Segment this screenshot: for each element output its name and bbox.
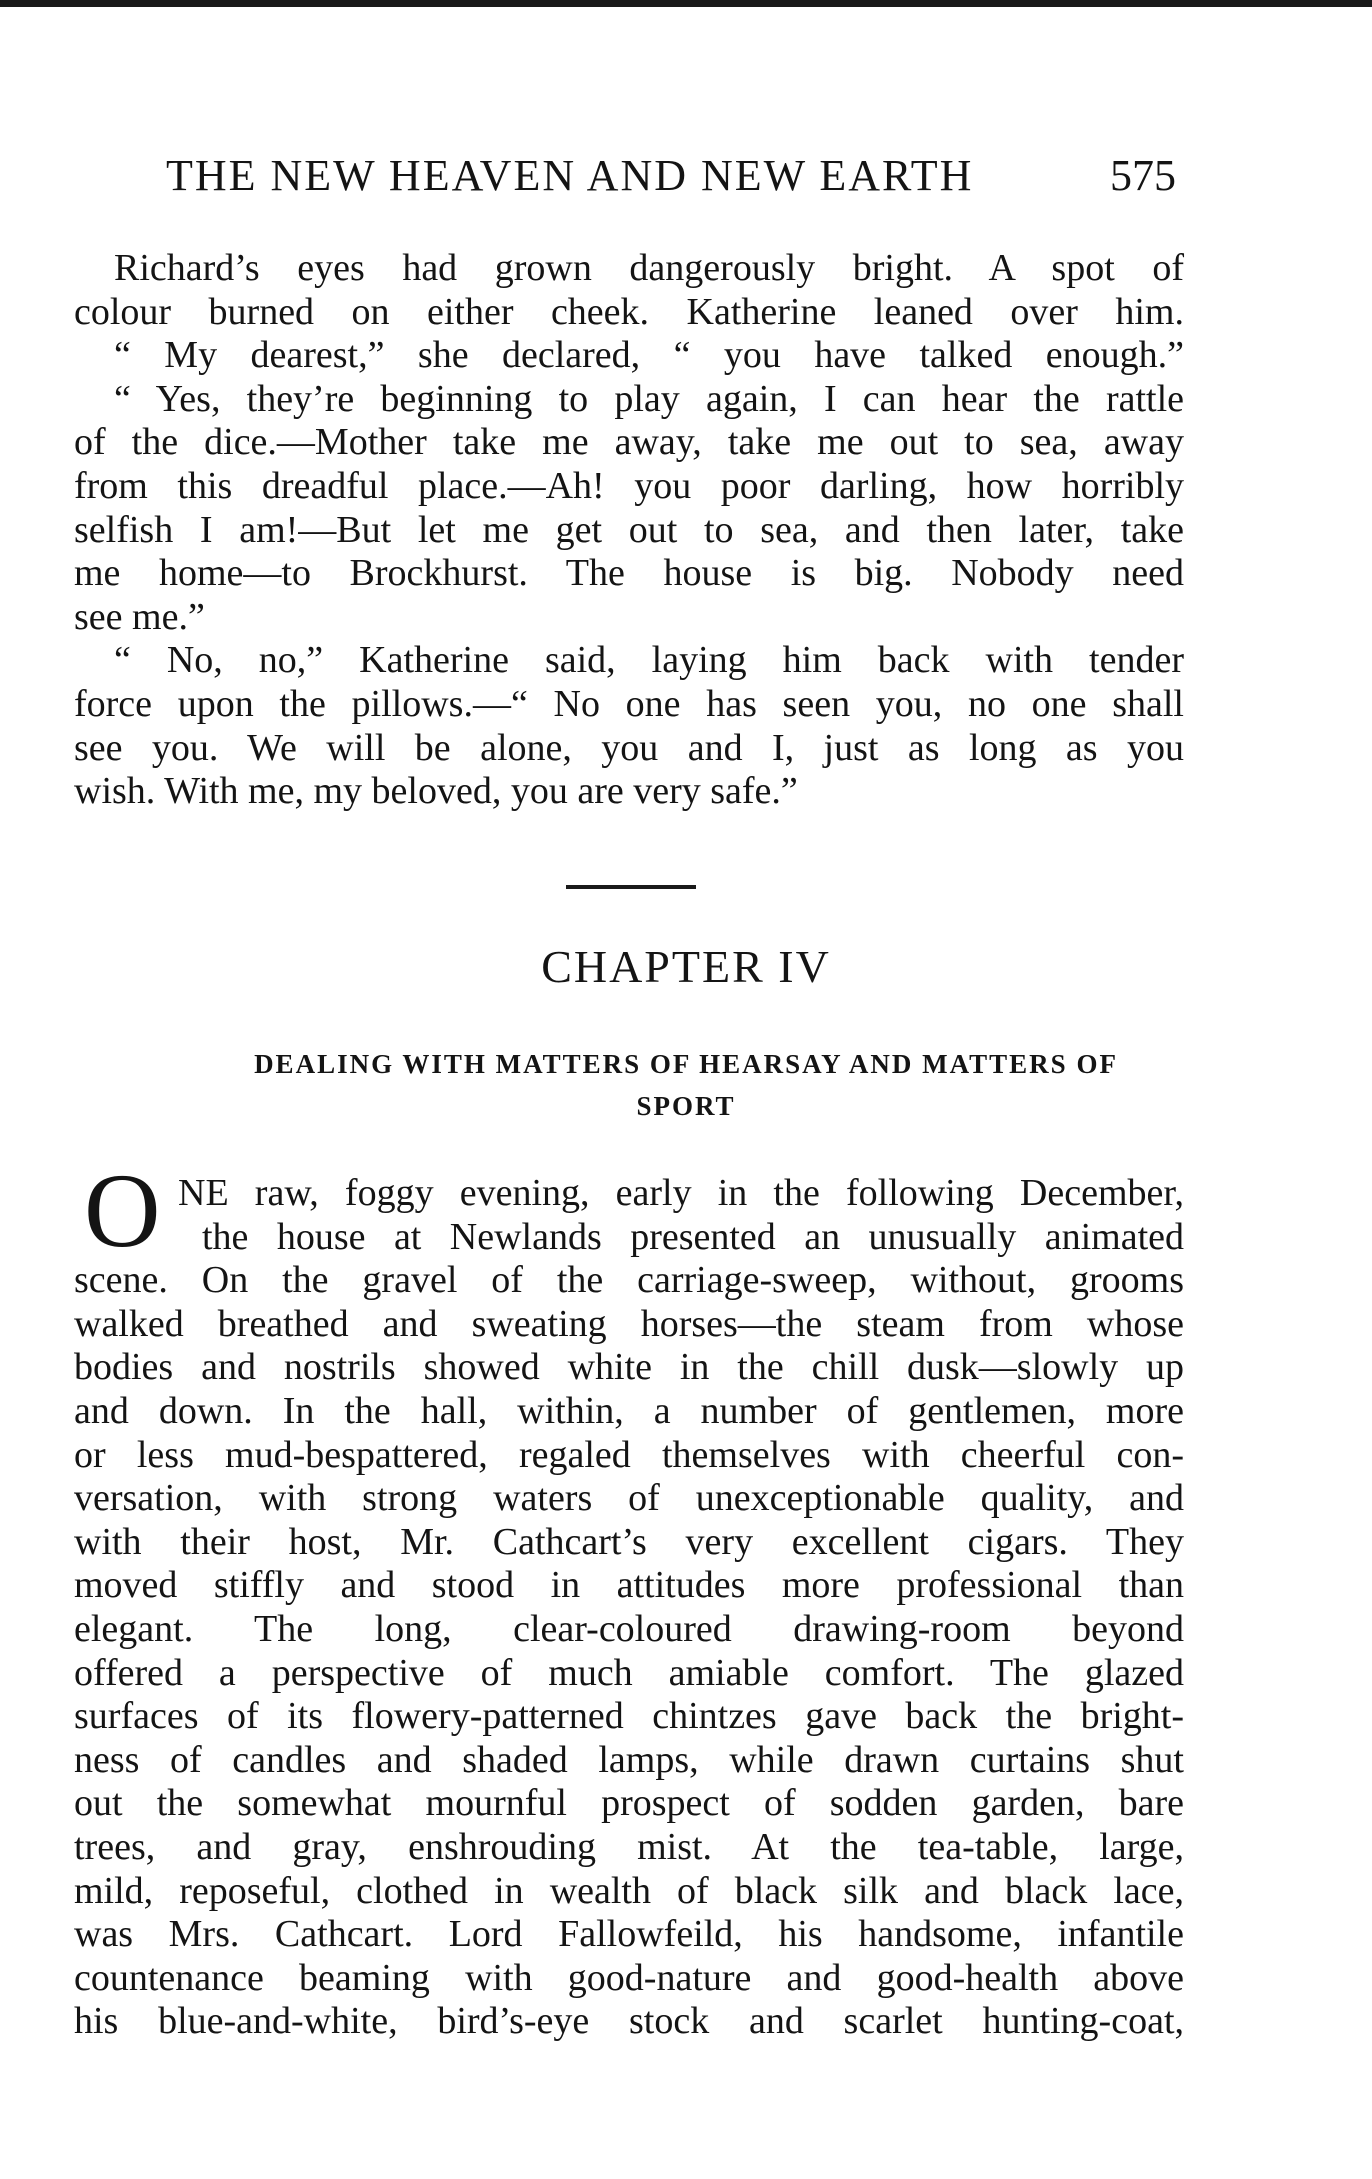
text-line: “ My dearest,” she declared, “ you have talked enough.” (114, 334, 1184, 377)
text-line: his blue-and-white, bird’s-eye stock and scarlet hunting-coat, (74, 2000, 1184, 2043)
page-number: 575 (1110, 151, 1176, 200)
chapter-subtitle-line: DEALING WITH MATTERS OF HEARSAY AND MATTERS OF (254, 1049, 1118, 1079)
chapter-divider-rule (566, 885, 696, 889)
drop-cap: O (84, 1152, 161, 1269)
text-line: force upon the pillows.—“ No one has seen you, no one shall (74, 682, 1184, 725)
running-title: THE NEW HEAVEN AND NEW EARTH (166, 151, 974, 200)
chapter-subtitle-line: SPORT (636, 1091, 736, 1121)
text-line: ness of candles and shaded lamps, while drawn curtains shut (74, 1738, 1184, 1781)
text-line: and down. In the hall, within, a number of gentlemen, more (74, 1389, 1184, 1432)
text-line: mild, reposeful, clothed in wealth of black silk and black lace, (74, 1869, 1184, 1912)
text-line: walked breathed and sweating horses—the steam from whose (74, 1302, 1184, 1345)
text-line: “ No, no,” Katherine said, laying him back with tender (114, 639, 1184, 682)
text-line: of the dice.—Mother take me away, take me out to sea, away (74, 421, 1184, 464)
text-line: moved stiffly and stood in attitudes more professional than (74, 1564, 1184, 1607)
text-line: trees, and gray, enshrouding mist. At the tea-table, large, (74, 1825, 1184, 1868)
text-line: from this dreadful place.—Ah! you poor darling, how horribly (74, 464, 1184, 507)
text-line: NE raw, foggy evening, early in the following December, (178, 1172, 1184, 1214)
text-line: selfish I am!—But let me get out to sea, and then later, take (74, 508, 1184, 551)
text-line: Richard’s eyes had grown dangerously bright. A spot of (114, 247, 1184, 289)
text-line: scene. On the gravel of the carriage-sweep, without, grooms (74, 1259, 1184, 1302)
text-line: surfaces of its flowery-patterned chintzes gave back the bright- (74, 1695, 1184, 1738)
text-line: me home—to Brockhurst. The house is big. Nobody need (74, 552, 1184, 595)
text-line: bodies and nostrils showed white in the chill dusk—slowly up (74, 1346, 1184, 1389)
text-line: elegant. The long, clear-coloured drawing-room beyond (74, 1607, 1184, 1650)
running-head (0, 150, 1372, 210)
text-line: offered a perspective of much amiable comfort. The glazed (74, 1651, 1184, 1694)
text-line: “ Yes, they’re beginning to play again, I can hear the rattle (114, 377, 1184, 420)
chapter-body-text (74, 1172, 1184, 2044)
text-line: with their host, Mr. Cathcart’s very excellent cigars. They (74, 1520, 1184, 1563)
top-edge-rule (0, 0, 1372, 7)
text-line: out the somewhat mournful prospect of sodden garden, bare (74, 1782, 1184, 1825)
text-line: versation, with strong waters of unexceptionable quality, and (74, 1477, 1184, 1520)
text-line: the house at Newlands presented an unusually animated (202, 1215, 1184, 1258)
chapter-subtitle (0, 1043, 1372, 1127)
text-line: wish. With me, my beloved, you are very safe.” (74, 770, 798, 813)
text-line: countenance beaming with good-nature and good-health above (74, 1956, 1184, 1999)
chapter-heading: CHAPTER IV (541, 941, 831, 992)
text-line: see you. We will be alone, you and I, just as long as you (74, 726, 1184, 769)
text-line: was Mrs. Cathcart. Lord Fallowfeild, his handsome, infantile (74, 1913, 1184, 1956)
text-line: colour burned on either cheek. Katherine leaned over him. (74, 290, 1184, 333)
text-line: or less mud-bespattered, regaled themselves with cheerful con- (74, 1433, 1184, 1476)
text-line: see me.” (74, 595, 205, 638)
dialogue-passage (74, 247, 1184, 814)
